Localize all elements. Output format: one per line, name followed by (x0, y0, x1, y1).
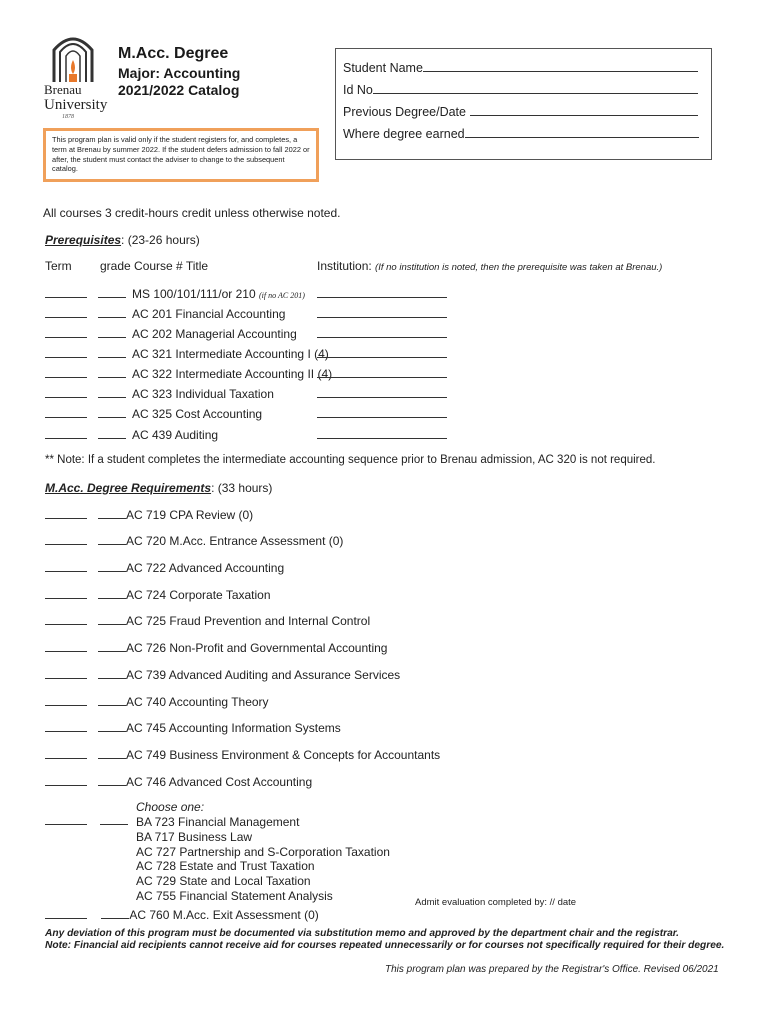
col-institution (317, 259, 662, 273)
deviation-note: Any deviation of this program must be documented via substitution memo and approved by the department chair and the registrar. (45, 928, 679, 939)
choose-option: BA 717 Business Law (136, 829, 253, 844)
term-field[interactable] (45, 428, 87, 439)
grade-field[interactable] (98, 407, 126, 418)
requirement-row (45, 748, 440, 762)
institution-note: (If no institution is noted, then the prerequisite was taken at Brenau.) (375, 262, 663, 273)
catalog-title: 2021/2022 Catalog (118, 82, 240, 98)
prereq-row (45, 347, 329, 361)
term-field[interactable] (45, 775, 87, 786)
choose-option: AC 755 Financial Statement Analysis (136, 889, 333, 903)
requirement-course: AC 739 Advanced Auditing and Assurance Services (126, 668, 401, 682)
requirement-row (45, 721, 341, 735)
prereq-row (45, 387, 274, 401)
major-title: Major: Accounting (118, 65, 241, 81)
term-field[interactable] (45, 387, 87, 398)
grade-field[interactable] (98, 508, 126, 519)
requirement-row (45, 668, 400, 682)
requirement-course: AC 726 Non-Profit and Governmental Accounting (126, 641, 388, 655)
term-field[interactable] (45, 695, 87, 706)
institution-field[interactable] (317, 387, 447, 398)
course-title: AC 323 Individual Taxation (132, 387, 274, 401)
course-title: MS 100/101/111/or 210 (132, 287, 256, 301)
term-field[interactable] (45, 561, 87, 572)
term-field[interactable] (45, 748, 87, 759)
req-heading: M.Acc. Degree Requirements (45, 481, 212, 495)
requirement-course: AC 722 Advanced Accounting (126, 561, 285, 575)
term-field[interactable] (45, 641, 87, 652)
grade-field[interactable] (98, 347, 126, 358)
university-name-line2: University (44, 97, 108, 113)
grade-field[interactable] (98, 588, 126, 599)
term-field[interactable] (45, 347, 87, 358)
where-earned-row[interactable] (343, 127, 699, 141)
grade-field[interactable] (98, 387, 126, 398)
student-name-label: Student Name (343, 61, 423, 75)
grade-field[interactable] (98, 428, 126, 439)
course-note: (if no AC 201) (259, 291, 305, 300)
term-field[interactable] (45, 367, 87, 378)
prereq-row (45, 307, 285, 321)
credit-note: All courses 3 credit-hours credit unless otherwise noted. (43, 206, 341, 220)
institution-field[interactable] (317, 347, 447, 358)
choose-term-field[interactable] (45, 814, 87, 825)
institution-field[interactable] (317, 287, 447, 298)
term-field[interactable] (45, 534, 87, 545)
where-earned-label: Where degree earned (343, 127, 465, 141)
prereq-footnote: ** Note: If a student completes the intermediate accounting sequence prior to Brenau admission, AC 320 is not required. (45, 454, 656, 466)
term-field[interactable] (45, 588, 87, 599)
prereq-heading: Prerequisites (45, 233, 122, 247)
requirement-course: AC 749 Business Environment & Concepts for Accountants (126, 748, 441, 762)
requirement-row (45, 534, 343, 548)
req-hours: : (33 hours) (211, 481, 273, 495)
admit-evaluation: Admit evaluation completed by: // date (415, 897, 577, 908)
prereq-row (45, 407, 262, 421)
prereq-heading-row (45, 233, 200, 247)
prereq-row (45, 428, 218, 442)
choose-grade-field[interactable] (100, 814, 128, 825)
grade-field[interactable] (98, 748, 126, 759)
id-row[interactable] (343, 83, 698, 97)
requirement-row (45, 641, 387, 655)
exit-grade-field[interactable] (101, 908, 129, 919)
id-label: Id No (343, 83, 373, 97)
term-field[interactable] (45, 668, 87, 679)
student-name-row[interactable] (343, 61, 698, 75)
choose-option: BA 723 Financial Management (136, 815, 300, 829)
requirement-course: AC 740 Accounting Theory (126, 695, 269, 709)
grade-field[interactable] (98, 721, 126, 732)
institution-field[interactable] (317, 327, 447, 338)
requirement-course: AC 746 Advanced Cost Accounting (126, 775, 313, 789)
institution-field[interactable] (317, 307, 447, 318)
grade-field[interactable] (98, 775, 126, 786)
id-field[interactable] (373, 83, 698, 94)
course-title: AC 321 Intermediate Accounting I (4) (132, 347, 329, 361)
requirement-row (45, 614, 370, 628)
requirement-row (45, 775, 312, 789)
student-name-field[interactable] (423, 61, 698, 72)
prev-degree-row[interactable] (343, 105, 698, 119)
student-info-box (335, 48, 712, 160)
grade-field[interactable] (98, 668, 126, 679)
choose-option: AC 728 Estate and Trust Taxation (136, 859, 315, 874)
req-heading-row (45, 481, 272, 495)
course-title: AC 202 Managerial Accounting (132, 327, 297, 341)
grade-field[interactable] (98, 695, 126, 706)
course-title: AC 201 Financial Accounting (132, 307, 286, 321)
financial-aid-note: Note: Financial aid recipients cannot receive aid for courses repeated unnecessarily or for courses not specifically required for their degree. (45, 940, 725, 951)
term-field[interactable] (45, 307, 87, 318)
grade-field[interactable] (98, 367, 126, 378)
prev-degree-field[interactable] (470, 105, 698, 116)
grade-field[interactable] (98, 287, 126, 298)
choose-option: AC 729 State and Local Taxation (136, 874, 311, 889)
exit-term-field[interactable] (45, 908, 87, 919)
col-institution-label: Institution: (317, 259, 372, 273)
course-title: AC 325 Cost Accounting (132, 407, 263, 421)
where-earned-field[interactable] (465, 127, 699, 138)
term-field[interactable] (45, 614, 87, 625)
requirement-course: AC 745 Accounting Information Systems (126, 721, 341, 735)
requirement-row (45, 695, 269, 709)
degree-title: M.Acc. Degree (118, 45, 229, 62)
requirement-course: AC 724 Corporate Taxation (126, 588, 271, 602)
term-field[interactable] (45, 327, 87, 338)
grade-field[interactable] (98, 561, 126, 572)
grade-field[interactable] (98, 614, 126, 625)
course-title: AC 439 Auditing (132, 428, 219, 442)
catalog-notice: This program plan is valid only if the student registers for, and completes, a term at Brenau by summer 2022. If the student defers admission to fall 2022 or after, the student must contact the adviser to change to the subsequent catalog. (43, 128, 319, 182)
requirement-row (45, 561, 284, 575)
institution-field[interactable] (317, 407, 447, 418)
requirement-row (45, 508, 253, 522)
requirement-course: AC 725 Fraud Prevention and Internal Control (126, 614, 371, 628)
prereq-row (45, 287, 305, 301)
exit-course: AC 760 M.Acc. Exit Assessment (0) (129, 908, 319, 922)
choose-option: AC 727 Partnership and S-Corporation Taxation (136, 844, 390, 859)
col-grade-course: grade Course # Title (100, 259, 209, 273)
university-name-line1: Brenau (44, 82, 82, 97)
prereq-row (45, 367, 332, 381)
term-field[interactable] (45, 721, 87, 732)
grade-field[interactable] (98, 534, 126, 545)
institution-field[interactable] (317, 428, 447, 439)
grade-field[interactable] (98, 641, 126, 652)
course-title: AC 322 Intermediate Accounting II (4) (132, 367, 333, 381)
term-field[interactable] (45, 287, 87, 298)
col-term: Term (45, 259, 72, 273)
prev-degree-label: Previous Degree/Date (343, 105, 466, 119)
requirement-course: AC 720 M.Acc. Entrance Assessment (0) (126, 534, 344, 548)
prepared-by: This program plan was prepared by the Registrar's Office. Revised 06/2021 (385, 964, 719, 975)
exit-row (45, 908, 319, 922)
term-field[interactable] (45, 508, 87, 519)
requirement-row (45, 588, 271, 602)
choose-one-label: Choose one: (136, 800, 205, 814)
term-field[interactable] (45, 407, 87, 418)
requirement-course: AC 719 CPA Review (0) (126, 508, 254, 522)
university-year: 1878 (62, 114, 74, 120)
prereq-hours: : (23-26 hours) (121, 233, 200, 247)
grade-field[interactable] (98, 327, 126, 338)
prereq-row (45, 327, 297, 341)
institution-field[interactable] (317, 367, 447, 378)
grade-field[interactable] (98, 307, 126, 318)
